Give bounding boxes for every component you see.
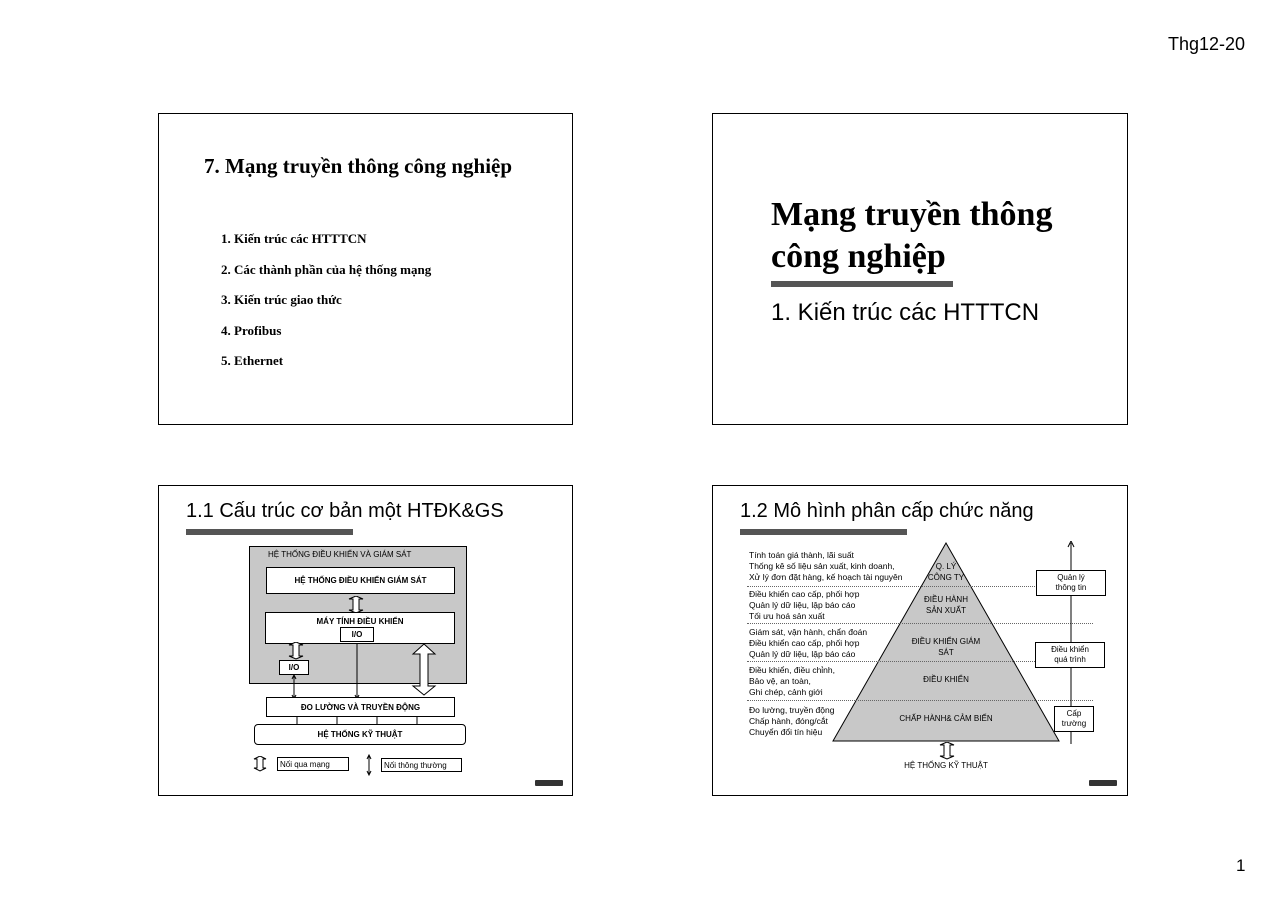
list-item: 3. Kiến trúc giao thức [221, 292, 342, 307]
control-system-label: HỆ THỐNG ĐIỀU KHIỂN VÀ GIÁM SÁT [268, 550, 412, 559]
legend-normal: Nối thông thường [381, 758, 462, 772]
list-item: 1. Kiến trúc các HTTTCN [221, 231, 367, 246]
slide-3-title: 1.1 Cấu trúc cơ bản một HTĐK&GS [186, 500, 504, 522]
level-separator [747, 700, 1093, 701]
slide-corner-mark [535, 780, 563, 786]
header-date: Thg12-20 [1168, 34, 1246, 54]
field-level-box: Cấp trường [1054, 706, 1094, 732]
title-line-1: Mạng truyền thông [771, 196, 1053, 233]
level-description-5: Đo lường, truyền động Chấp hành, đóng/cắt Chuyển đổi tín hiệu [749, 705, 835, 737]
bottom-technical-label: HỆ THỐNG KỸ THUẬT [904, 761, 988, 770]
io-left-box: I/O [279, 660, 309, 675]
measure-box: ĐO LƯỜNG VÀ TRUYỀN ĐỘNG [266, 697, 455, 717]
io-inner-box: I/O [340, 627, 374, 642]
level-label-field: CHẤP HÀNH& CẢM BIẾN [899, 714, 993, 723]
level-description-1: Tính toán giá thành, lãi suất Thống kê số liệu sản xuất, kinh doanh, Xử lý đơn đặt hàng, kế hoạch tài nguyên [749, 550, 903, 582]
level-label-supervision: ĐIỀU KHIỂN GIÁM SÁT [911, 637, 981, 657]
slide-3 [158, 485, 573, 796]
list-item: 2. Các thành phần của hệ thống mạng [221, 261, 432, 277]
info-management-box: Quản lý thông tin [1036, 570, 1106, 596]
level-description-2: Điều khiển cao cấp, phối hợp Quản lý dữ liệu, lập báo cáo Tối ưu hoá sản xuất [749, 589, 860, 621]
level-label-company: Q. LÝ CÔNG TY [927, 562, 965, 582]
technical-system-box: HỆ THỐNG KỸ THUẬT [254, 724, 466, 745]
connection-arrow-icon [352, 642, 362, 700]
level-label-control: ĐIỀU KHIỂN [923, 675, 969, 684]
connection-arrow-icon [364, 754, 374, 776]
list-item: 5. Ethernet [221, 353, 284, 368]
slide-4 [712, 485, 1128, 796]
title-underline [740, 529, 907, 535]
slide-1-list [221, 224, 431, 377]
level-label-production: ĐIỀU HÀNH SẢN XUẤT [923, 595, 968, 615]
slide-2-subtitle: 1. Kiến trúc các HTTTCN [771, 299, 1040, 326]
legend-network: Nối qua mạng [277, 757, 349, 771]
control-computer-box: MÁY TÍNH ĐIỀU KHIỂN [265, 612, 455, 644]
supervision-box: HỆ THỐNG ĐIỀU KHIỂN GIÁM SÁT [266, 567, 455, 594]
title-line-2: công nghiệp [771, 238, 946, 275]
network-arrow-icon [411, 644, 437, 696]
list-item: 4. Profibus [221, 322, 282, 338]
network-arrow-icon [251, 756, 269, 772]
network-arrow-icon [935, 742, 959, 760]
slide-1 [158, 113, 573, 425]
connector-ticks [267, 717, 455, 725]
slide-1-title: 7. Mạng truyền thông công nghiệp [204, 154, 513, 178]
level-separator [747, 623, 1093, 624]
level-description-3: Giám sát, vận hành, chẩn đoán Điều khiển cao cấp, phối hợp Quản lý dữ liệu, lập báo cáo [749, 627, 868, 659]
title-underline [186, 529, 353, 535]
network-arrow-icon [283, 642, 309, 660]
page-number: 1 [1236, 856, 1246, 875]
slide-corner-mark [1089, 780, 1117, 786]
slide-2 [712, 113, 1128, 425]
process-control-box: Điều khiển quá trình [1035, 642, 1105, 668]
slide-2-title [771, 194, 1052, 278]
title-underline [771, 281, 953, 287]
slide-4-title: 1.2 Mô hình phân cấp chức năng [740, 500, 1034, 522]
level-description-4: Điều khiển, điều chỉnh, Bảo vệ, an toàn, Ghi chép, cảnh giới [749, 665, 836, 697]
